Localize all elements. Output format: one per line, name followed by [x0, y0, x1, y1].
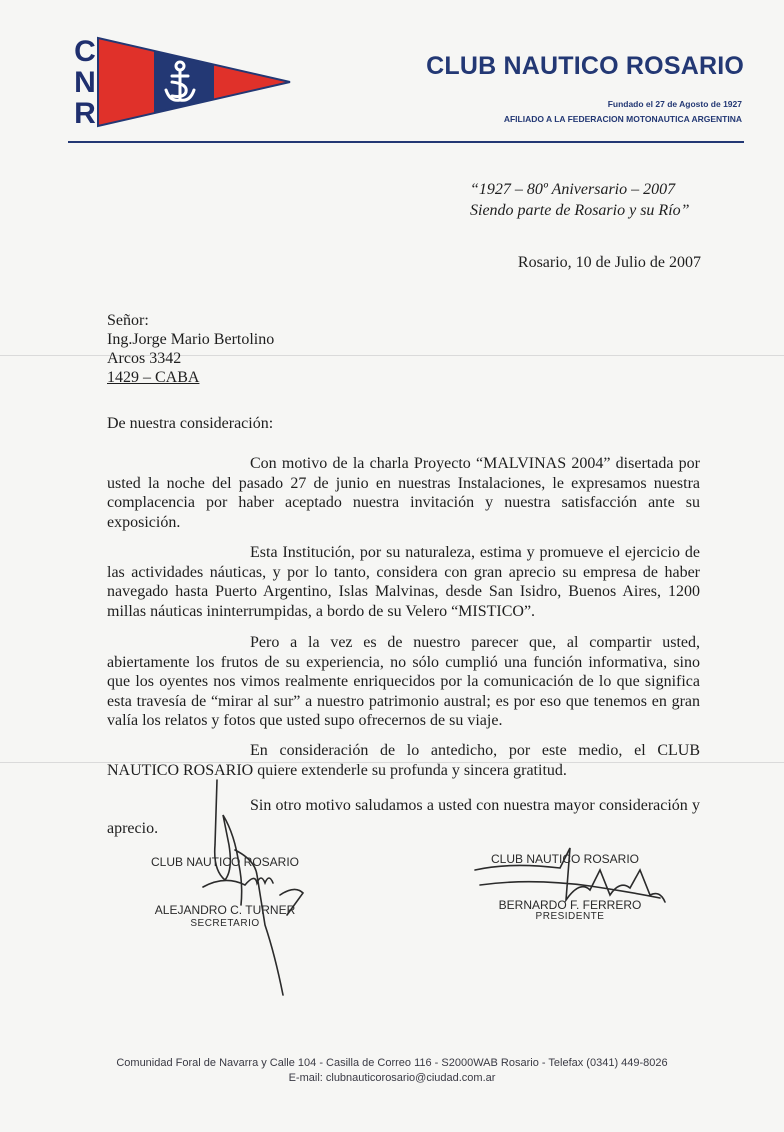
recipient-address [107, 311, 274, 387]
recipient-street: Arcos 3342 [107, 350, 182, 367]
body-paragraph: Con motivo de la charla Proyecto “MALVINAS 2004” disertada por usted la noche del pasado 27 de junio en nuestras Instalaciones, le expresamos nuestra complacencia por haber aceptado nuestra invitación y nuestra satisfacción ante su exposición. [107, 455, 700, 531]
footer-email: E-mail: clubnauticorosario@ciudad.com.ar [288, 1072, 496, 1084]
motto-line: Siendo parte de Rosario y su Río” [470, 202, 690, 219]
body-paragraph: Pero a la vez es de nuestro parecer que, al compartir usted, abiertamente los frutos de su experiencia, no sólo cumplió una función informativa, sino que los oyentes nos vimos realmente enriquecidos por la comunicación de lo que significa esta travesía de “mirar al sur” a nuestro patrimonio austral; es por eso que tenemos en gran valía los relatos y fotos que usted supo ofrecernos de su viaje. [107, 634, 700, 729]
left-signature-stamp: CLUB NAUTICO ROSARIO [150, 855, 300, 869]
closing-paragraph: Sin otro motivo saludamos a usted con nuestra mayor consideración y aprecio. [107, 797, 700, 837]
right-signatory-name: BERNARDO F. FERRERO [498, 898, 642, 912]
right-signature-stamp: CLUB NAUTICO ROSARIO [490, 852, 640, 866]
logo-letter: N [74, 66, 96, 99]
anniversary-motto [470, 179, 730, 221]
founded-line: Fundado el 27 de Agosto de 1927 [607, 99, 742, 109]
header-divider [68, 141, 744, 143]
pennant-flag-logo [96, 36, 292, 128]
affiliation-line: AFILIADO A LA FEDERACION MOTONAUTICA ARGENTINA [503, 114, 742, 124]
body-paragraph: En consideración de lo antedicho, por este medio, el CLUB NAUTICO ROSARIO quiere extenderle su profunda y sincera gratitud. [107, 742, 700, 779]
right-signatory-role: PRESIDENTE [535, 911, 605, 922]
motto-line: “1927 – 80º Aniversario – 2007 [470, 181, 676, 198]
club-name-heading: CLUB NAUTICO ROSARIO [426, 52, 744, 80]
body-paragraph: Esta Institución, por su naturaleza, estima y promueve el ejercicio de las actividades náuticas, y por lo tanto, considera con gran aprecio su empresa de haber navegado hasta Puerto Argentino, Islas Malvinas, desde San Isidro, Buenos Aires, 1200 millas náuticas ininterrumpidas, a bordo de su Velero “MISTICO”. [107, 544, 700, 620]
greeting: De nuestra consideración: [107, 415, 274, 432]
left-signatory-name: ALEJANDRO C. TURNER [154, 903, 296, 917]
right-handwritten-signature [470, 840, 670, 920]
letter-date: Rosario, 10 de Julio de 2007 [517, 254, 701, 271]
logo-letter: R [74, 97, 96, 130]
salutation: Señor: [107, 312, 149, 329]
footer-address: Comunidad Foral de Navarra y Calle 104 - Casilla de Correo 116 - S2000WAB Rosario - Telefax (0341) 449-8026 [116, 1057, 668, 1069]
left-signatory-role: SECRETARIO [190, 918, 260, 929]
recipient-name: Ing.Jorge Mario Bertolino [107, 331, 275, 348]
left-handwritten-signature [195, 775, 315, 1000]
logo-letter: C [74, 35, 96, 68]
recipient-postal: 1429 – CABA [107, 369, 200, 386]
